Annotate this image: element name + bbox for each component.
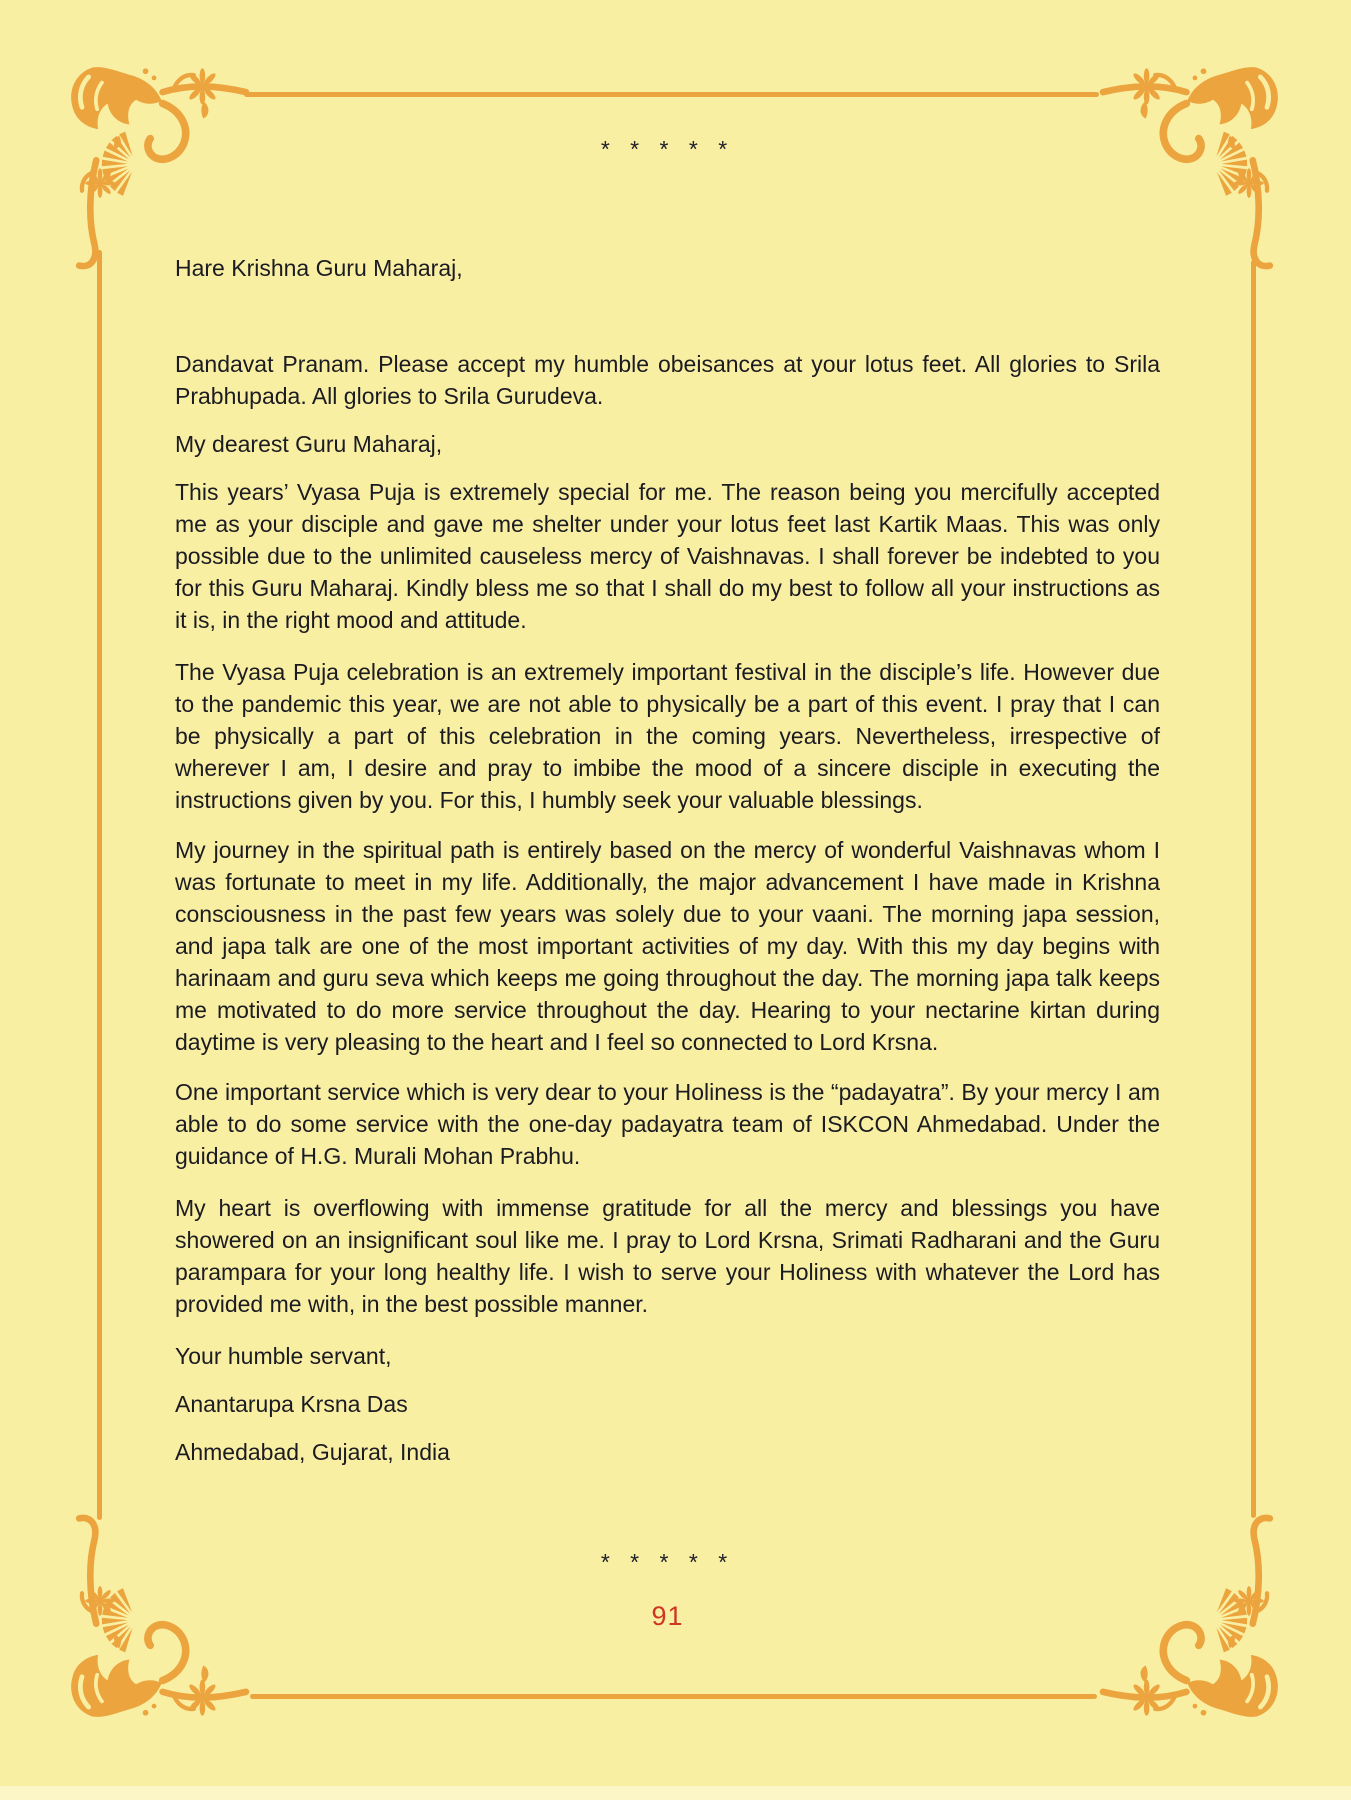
closing-line-signature: Anantarupa Krsna Das (175, 1391, 408, 1417)
page-number: 91 (651, 1601, 684, 1631)
letter-paragraph: This years’ Vyasa Puja is extremely special for me. The reason being you mercifully accepted me as your disciple and gave me shelter under your lotus feet last Kartik Maas. This was only possible due to the unlimited causeless mercy of Vaishnavas. I shall forever be indebted to you for this Guru Maharaj. Kindly bless me so that I shall do my best to follow all your instructions as it is, in the right mood and attitude. (175, 479, 1160, 633)
closing-line: Your humble servant, (175, 1343, 392, 1369)
letter-paragraph: The Vyasa Puja celebration is an extremely important festival in the disciple’s life. However due to the pandemic this year, we are not able to physically be a part of this event. I pray that I can be physically a part of this celebration in the coming years. Nevertheless, irrespective of wherever I am, I desire and pray to imbibe the mood of a sincere disciple in executing the instructions given by you. For this, I humbly seek your valuable blessings. (175, 659, 1160, 813)
frame-border-top (244, 92, 1099, 97)
letter-paragraph: My heart is overflowing with immense gratitude for all the mercy and blessings you have showered on an insignificant soul like me. I pray to Lord Krsna, Srimati Radharani and the Guru parampara for your long healthy life. I wish to serve your Holiness with whatever the Lord has provided me with, in the best possible manner. (175, 1195, 1160, 1317)
closing-line-location: Ahmedabad, Gujarat, India (175, 1439, 450, 1465)
frame-border-right (1251, 260, 1256, 1518)
asterisk-separator-bottom: * * * * * (600, 1549, 735, 1575)
asterisk-separator-top: * * * * * (600, 136, 735, 162)
frame-border-left (97, 250, 102, 1520)
letter-salutation: Hare Krishna Guru Maharaj, (175, 255, 463, 281)
letter-paragraph: One important service which is very dear to your Holiness is the “padayatra”. By your mercy I am able to do some service with the one-day padayatra team of ISKCON Ahmedabad. Under the guidance of H.G. Murali Mohan Prabhu. (175, 1079, 1160, 1169)
letter-paragraph: Dandavat Pranam. Please accept my humble obeisances at your lotus feet. All glories to Srila Prabhupada. All glories to Srila Gurudeva. (175, 351, 1160, 409)
scan-edge-artifact (0, 1786, 1351, 1800)
letter-paragraph: My dearest Guru Maharaj, (175, 431, 443, 457)
frame-border-bottom (250, 1694, 1097, 1699)
letter-body (175, 133, 1160, 1632)
letter-paragraph: My journey in the spiritual path is entirely based on the mercy of wonderful Vaishnavas whom I was fortunate to meet in my life. Additionally, the major advancement I have made in Krishna consciousness in the past few years was solely due to your vaani. The morning japa session, and japa talk are one of the most important activities of my day. With this my day begins with harinaam and guru seva which keeps me going throughout the day. The morning japa talk keeps me motivated to do more service throughout the day. Hearing to your nectarine kirtan during daytime is very pleasing to the heart and I feel so connected to Lord Krsna. (175, 837, 1160, 1055)
